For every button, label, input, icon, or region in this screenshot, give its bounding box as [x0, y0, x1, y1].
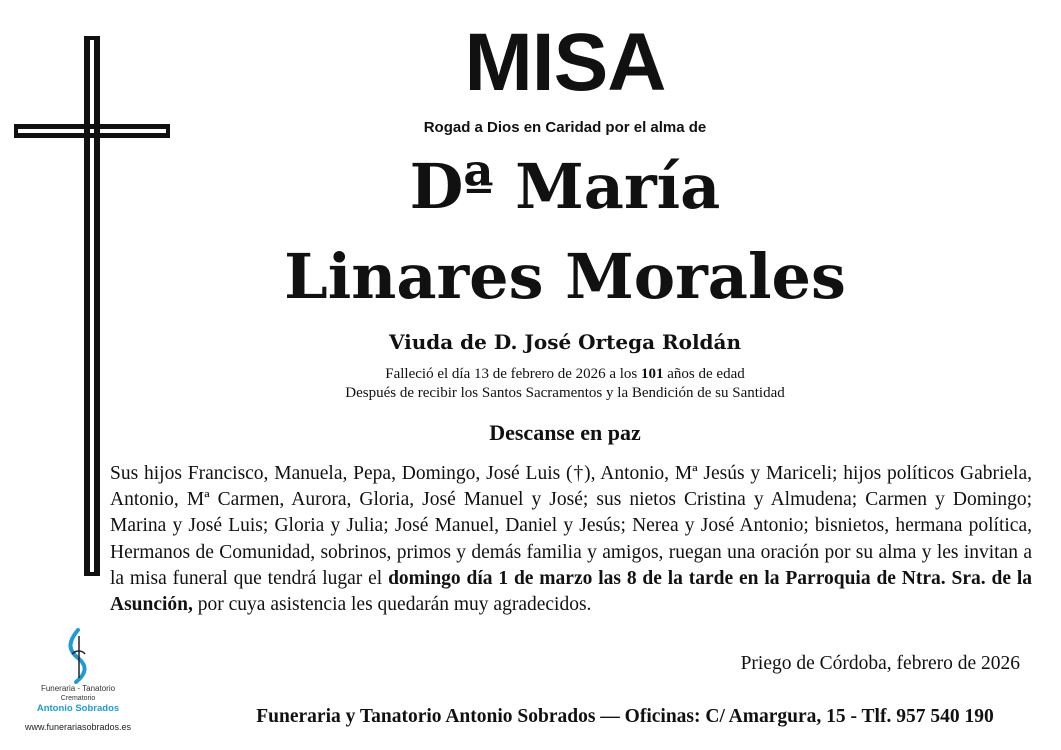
age-value: 101: [641, 366, 664, 382]
announcement-bold: domingo día 1 de marzo las 8 de la tarde en la Parroquia de Ntra. Sra. de la Asunción,: [110, 567, 1032, 616]
relation-text: Viuda de D. José Ortega Roldán: [388, 330, 742, 354]
page-title: MISA: [464, 17, 666, 108]
rest-in-peace: Descanse en paz: [489, 420, 641, 445]
death-pre: Falleció el día 13 de febrero de 2026 a los: [385, 366, 642, 382]
announcement-part1: Sus hijos Francisco, Manuela, Pepa, Domingo, José Luis (†), Antonio, Mª Jesús y Mariceli; hijos políticos Gabriela, Antonio, Mª Carmen, Aurora, Gloria, José Manuel y José; sus nietos Cristina y Almudena; Carmen y Domingo; Marina y José Luis; Gloria y Julia; José Manuel, Daniel y Jesús; Nerea y José Antonio; bisnietos, hermana política, Hermanos de Comunidad, sobrinos, primos y demás familia y amigos, ruegan una oración por su alma y les invitan a la misa funeral que tendrá lugar el: [110, 463, 1032, 589]
deceased-name-line2: Linares Morales: [284, 240, 846, 313]
place-date: Priego de Córdoba, febrero de 2026: [740, 653, 1020, 674]
funeral-home-logo-icon: [58, 628, 98, 684]
logo-website: www.funerariasobrados.es: [24, 722, 132, 732]
intro-text: Rogad a Dios en Caridad por el alma de: [423, 119, 707, 136]
announcement-part2: por cuya asistencia les quedarán muy agradecidos.: [192, 594, 592, 616]
deceased-name-line1: Dª María: [409, 150, 721, 223]
funeral-home-logo: [18, 622, 138, 740]
sacraments-text: Después de recibir los Santos Sacramentos y la Bendición de su Santidad: [345, 385, 785, 401]
logo-line3: Antonio Sobrados: [36, 703, 120, 714]
logo-line1: Funeraria - Tanatorio: [40, 684, 116, 693]
footer-contact: Funeraria y Tanatorio Antonio Sobrados — Oficinas: C/ Amargura, 15 - Tlf. 957 540 190: [256, 706, 994, 727]
logo-line2: Crematorio: [60, 695, 96, 702]
death-info: [240, 365, 890, 384]
death-post: años de edad: [663, 366, 745, 382]
announcement-text: [110, 461, 1032, 618]
